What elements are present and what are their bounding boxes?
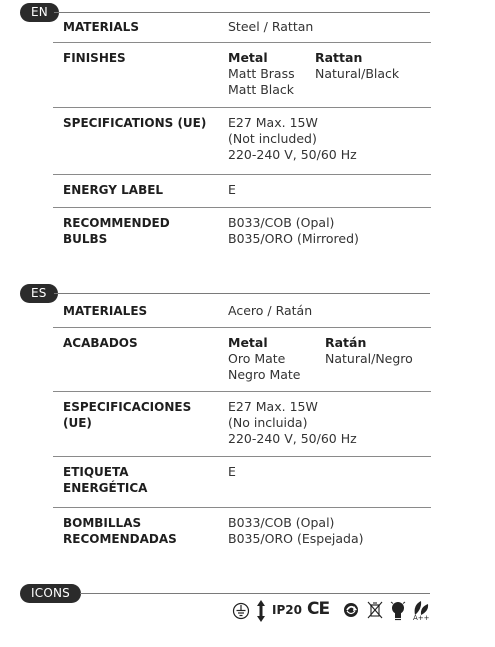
row-label (63, 215, 213, 247)
spec-line: 220-240 V, 50/60 Hz (228, 147, 357, 162)
bulb-line: B035/ORO (Espejada) (228, 531, 364, 546)
spec-row-especificaciones (53, 392, 431, 457)
bulb-line: B033/COB (Opal) (228, 515, 335, 530)
energy-class-label: A++ (413, 614, 430, 622)
row-value: Steel / Rattan (228, 19, 314, 34)
spec-row-energy-label (53, 175, 431, 208)
label-line: RECOMENDADAS (63, 532, 177, 546)
column-header: Metal (228, 50, 268, 65)
row-label: MATERIALES (63, 304, 148, 318)
row-label: FINISHES (63, 51, 126, 65)
spec-row-bulbs (53, 208, 431, 260)
spec-line: E27 Max. 15W (228, 115, 318, 130)
spec-row-specifications (53, 108, 431, 175)
finish-column-ratan (325, 335, 413, 367)
label-line: BOMBILLAS (63, 516, 142, 530)
energy-leaf-icon (412, 600, 430, 620)
finish-item: Matt Black (228, 82, 295, 97)
row-value (228, 399, 357, 447)
label-line: ENERGÉTICA (63, 481, 148, 495)
ip20-label: IP20 (272, 603, 302, 617)
finish-column-metal (228, 335, 301, 383)
row-value (228, 215, 359, 247)
spec-row-bombillas (53, 508, 431, 558)
finish-item: Matt Brass (228, 66, 295, 81)
spec-line: E27 Max. 15W (228, 399, 318, 414)
column-header: Metal (228, 335, 268, 350)
crossed-bin-icon (366, 600, 384, 624)
double-arrow-icon (256, 600, 266, 626)
finish-item: Natural/Black (315, 66, 400, 81)
ce-mark-icon: CE (307, 599, 330, 619)
spec-row-materials (53, 12, 431, 43)
row-label: SPECIFICATIONS (UE) (63, 116, 207, 130)
row-label (63, 464, 213, 496)
row-value (228, 115, 357, 163)
row-label (63, 399, 213, 431)
language-tag-en: EN (20, 3, 59, 22)
finish-column-metal (228, 50, 295, 98)
label-line: ESPECIFICACIONES (63, 400, 192, 414)
spec-line: 220-240 V, 50/60 Hz (228, 431, 357, 446)
bulb-line: B035/ORO (Mirrored) (228, 231, 359, 246)
row-value: E (228, 182, 236, 197)
row-label: MATERIALS (63, 20, 139, 34)
label-line: (UE) (63, 416, 92, 430)
spec-line: (No incluida) (228, 415, 308, 430)
spec-row-acabados (53, 328, 431, 392)
row-value: E (228, 464, 236, 479)
section-rule-es (54, 293, 430, 294)
finish-item: Natural/Negro (325, 351, 413, 366)
finish-column-rattan (315, 50, 399, 82)
icons-tag: ICONS (20, 584, 81, 603)
row-label (63, 515, 213, 547)
label-line: BULBS (63, 232, 108, 246)
row-label: ENERGY LABEL (63, 183, 164, 197)
row-value (228, 515, 364, 547)
column-header: Rattan (315, 50, 363, 65)
spec-line: (Not included) (228, 131, 317, 146)
row-label: ACABADOS (63, 336, 138, 350)
language-tag-es: ES (20, 284, 58, 303)
spec-row-etiqueta (53, 457, 431, 508)
label-line: ETIQUETA (63, 465, 129, 479)
finish-item: Oro Mate (228, 351, 286, 366)
finish-item: Negro Mate (228, 367, 301, 382)
bulb-icon (390, 600, 406, 626)
label-line: RECOMMENDED (63, 216, 170, 230)
spec-row-materiales (53, 296, 431, 328)
spec-row-finishes (53, 43, 431, 108)
ground-class-icon (232, 600, 250, 624)
row-value: Acero / Ratán (228, 303, 313, 318)
bulb-line: B033/COB (Opal) (228, 215, 335, 230)
column-header: Ratán (325, 335, 367, 350)
recycle-icon (342, 600, 360, 624)
section-rule-icons (80, 593, 430, 594)
